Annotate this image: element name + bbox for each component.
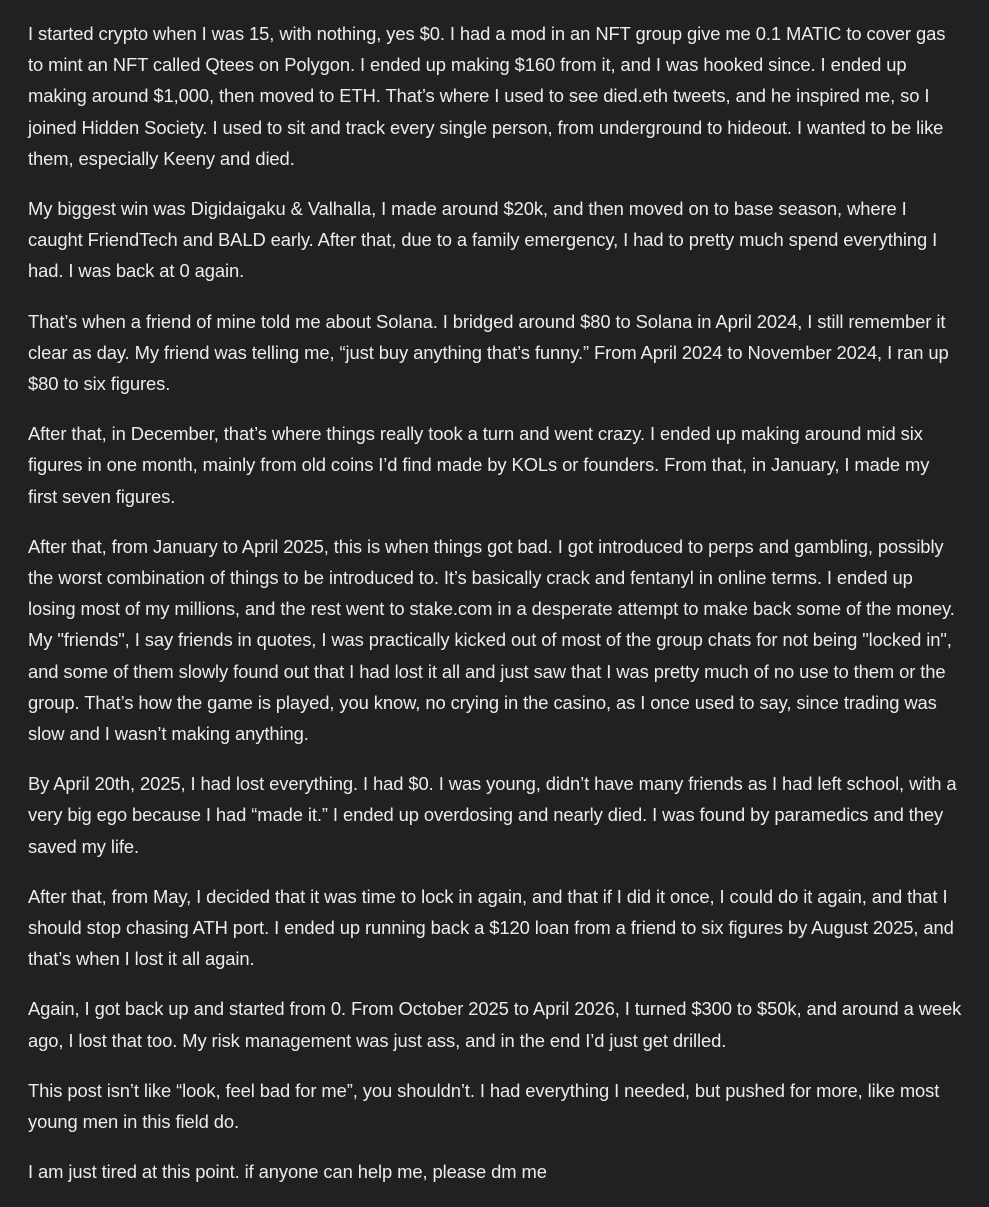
paragraph-biggest-win: My biggest win was Digidaigaku & Valhalla, I made around $20k, and then moved on to base season, where I caught FriendTech and BALD early. After that, due to a family emergency, I had to pretty much spend everything I had. I was back at 0 again. [28,198,938,282]
paragraph-started-from-zero: Again, I got back up and started from 0. From October 2025 to April 2026, I turned $300 to $50k, and around a week ago, I lost that too. My risk management was just ass, and in the end I’d just get drilled. [28,998,962,1051]
paragraph-perps-gambling: After that, from January to April 2025, this is when things got bad. I got introduced to perps and gambling, possibly the worst combination of things to be introduced to. It’s basically crack and fentanyl in online terms. I ended up losing most of my millions, and the rest went to stake.com in a desperate attempt to make back some of the money. My "friends", I say friends in quotes, I was practically kicked out of most of the group chats for not being "locked in", and some of them slowly found out that I had lost it all and just saw that I was pretty much of no use to them or the group. That’s how the game is played, you know, no crying in the casino, as I once used to say, since trading was slow and I wasn’t making anything. [28,535,955,745]
paragraph-december: After that, in December, that’s where things really took a turn and went crazy. I ended up making around mid six figures in one month, mainly from old coins I’d find made by KOLs or founders. From that, in January, I made my first seven figures. [28,423,930,507]
paragraph-not-sympathy: This post isn’t like “look, feel bad for me”, you shouldn’t. I had everything I needed, but pushed for more, like most young men in this field do. [28,1079,940,1133]
paragraph-closing: I am just tired at this point. if anyone can help me, please dm me [28,1161,547,1183]
paragraph-lock-in-again: After that, from May, I decided that it was time to lock in again, and that if I did it once, I could do it again, and that I should stop chasing ATH port. I ended up running back a $120 loan from a friend to six figures by August 2025, and that’s when I lost it all again. [28,885,954,970]
post-body [28,18,963,1207]
paragraph-origin-story: I started crypto when I was 15, with nothing, yes $0. I had a mod in an NFT group give me 0.1 MATIC to cover gas to mint an NFT called Qtees on Polygon. I ended up making $160 from it, and I was hooked since. I ended up making around $1,000, then moved to ETH. That’s where I used to see died.eth tweets, and he inspired me, so I joined Hidden Society. I used to sit and track every single person, from underground to hideout. I wanted to be like them, especially Keeny and died. [28,23,946,169]
paragraph-lost-everything: By April 20th, 2025, I had lost everything. I had $0. I was young, didn’t have many friends as I had left school, with a very big ego because I had “made it.” I ended up overdosing and nearly died. I was found by paramedics and they saved my life. [28,773,957,857]
paragraph-solana: That’s when a friend of mine told me about Solana. I bridged around $80 to Solana in April 2024, I still remember it clear as day. My friend was telling me, “just buy anything that’s funny.” From April 2024 to November 2024, I ran up $80 to six figures. [28,310,949,395]
